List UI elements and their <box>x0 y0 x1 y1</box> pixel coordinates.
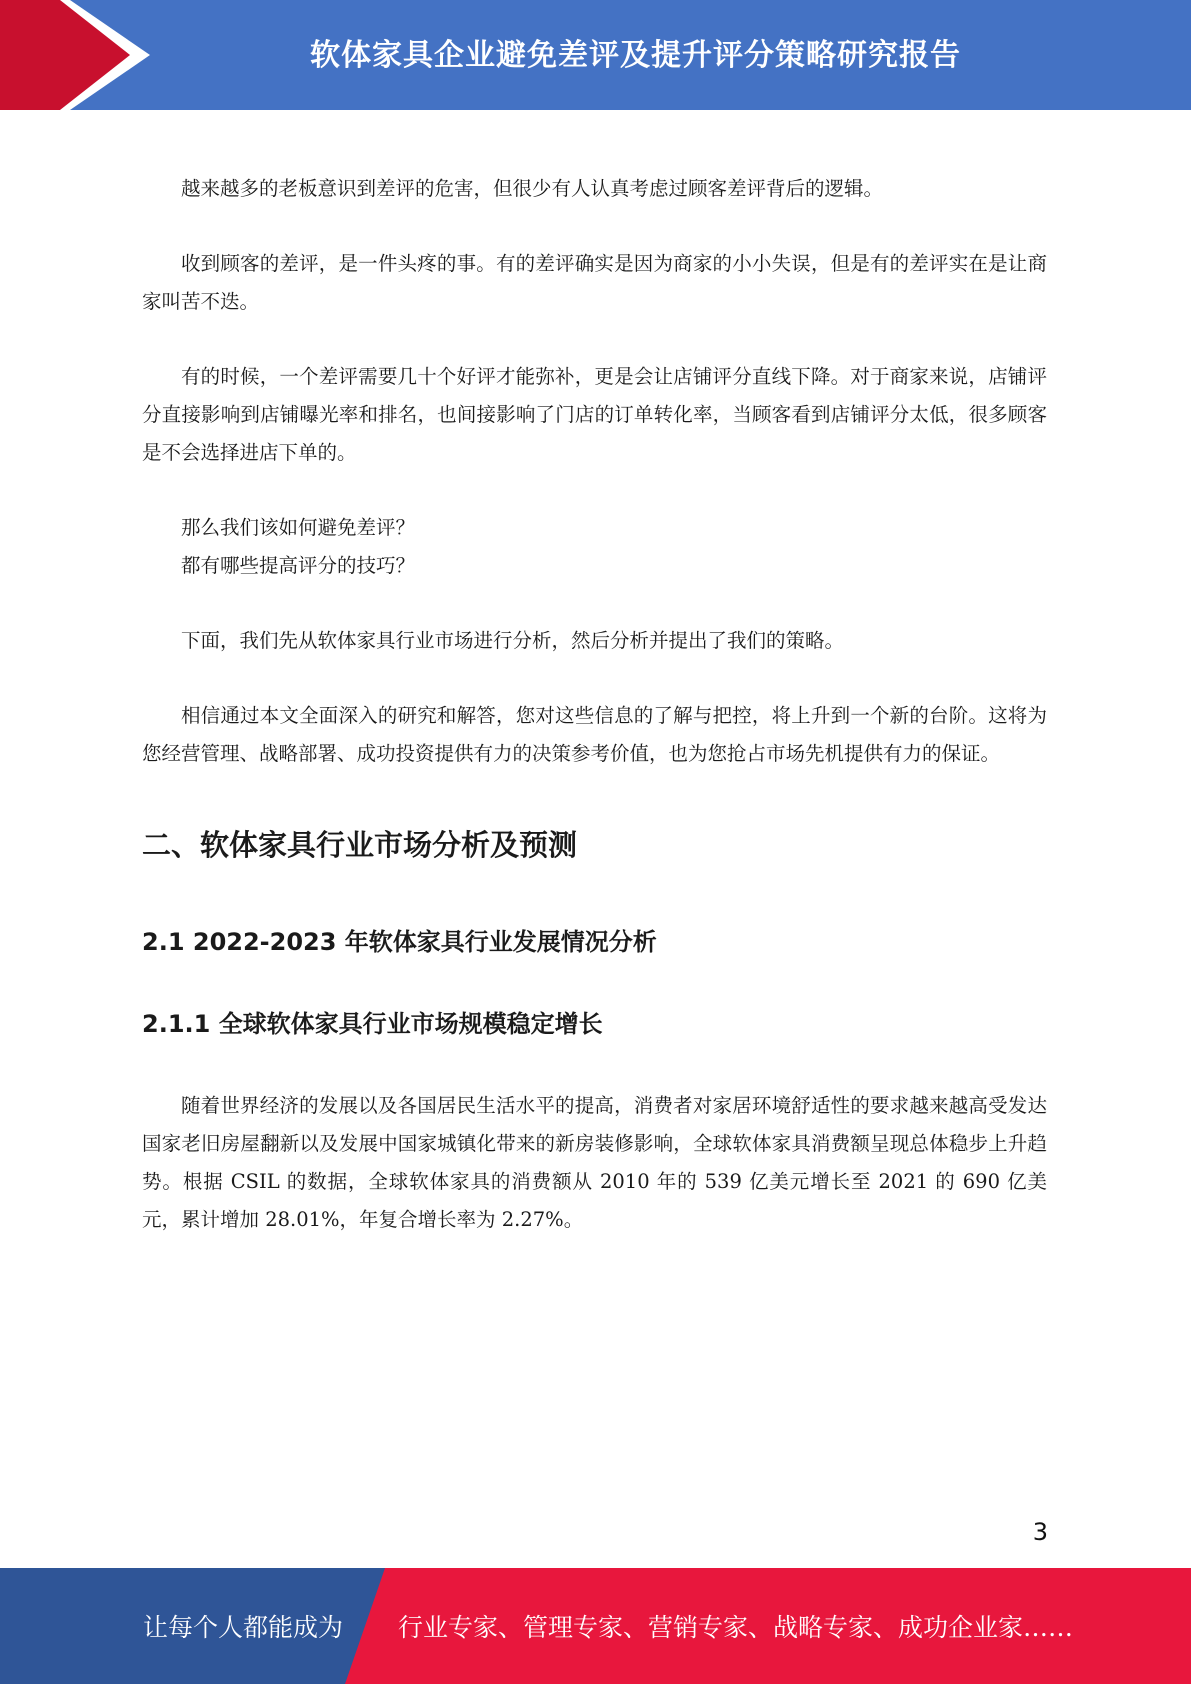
report-title: 软体家具企业避免差评及提升评分策略研究报告 <box>310 37 961 73</box>
page-content <box>142 170 1047 1239</box>
page-number: 3 <box>1032 1518 1048 1546</box>
paragraph-4: 下面，我们先从软体家具行业市场进行分析，然后分析并提出了我们的策略。 <box>181 629 845 652</box>
question-2: 都有哪些提高评分的技巧？ <box>181 554 416 577</box>
paragraph-1: 越来越多的老板意识到差评的危害，但很少有人认真考虑过顾客差评背后的逻辑。 <box>181 177 884 200</box>
paragraph-6: 随着世界经济的发展以及各国居民生活水平的提高，消费者对家居环境舒适性的要求越来越高受发达国家老旧房屋翻新以及发展中国家城镇化带来的新房装修影响，全球软体家具消费额呈现总体稳步上升趋势。根据 CSIL 的数据，全球软体家具的消费额从 2010 年的 539 亿美元增长至 2021 的 690 亿美元，累计增加 28.01%，年复合增长率为 2.27%。 <box>142 1094 1047 1231</box>
footer-slogan-right: 行业专家、管理专家、营销专家、战略专家、成功企业家…… <box>398 1613 1074 1642</box>
section-heading: 二、软体家具行业市场分析及预测 <box>142 828 578 862</box>
footer-slogan-left: 让每个人都能成为 <box>143 1613 344 1642</box>
paragraph-3: 有的时候，一个差评需要几十个好评才能弥补，更是会让店铺评分直线下降。对于商家来说，店铺评分直接影响到店铺曝光率和排名，也间接影响了门店的订单转化率，当顾客看到店铺评分太低，很多顾客是不会选择进店下单的。 <box>142 365 1047 464</box>
subsection-heading: 2.1 2022-2023 年软体家具行业发展情况分析 <box>142 928 657 956</box>
footer-band <box>0 1568 1191 1684</box>
subsubsection-heading: 2.1.1 全球软体家具行业市场规模稳定增长 <box>142 1010 603 1038</box>
paragraph-5: 相信通过本文全面深入的研究和解答，您对这些信息的了解与把控，将上升到一个新的台阶。这将为您经营管理、战略部署、成功投资提供有力的决策参考价值，也为您抢占市场先机提供有力的保证。 <box>142 704 1047 765</box>
header-band <box>0 0 1191 110</box>
question-1: 那么我们该如何避免差评？ <box>181 516 416 539</box>
paragraph-2: 收到顾客的差评，是一件头疼的事。有的差评确实是因为商家的小小失误，但是有的差评实在是让商家叫苦不迭。 <box>142 252 1047 313</box>
header-chevron-logo <box>0 0 160 110</box>
